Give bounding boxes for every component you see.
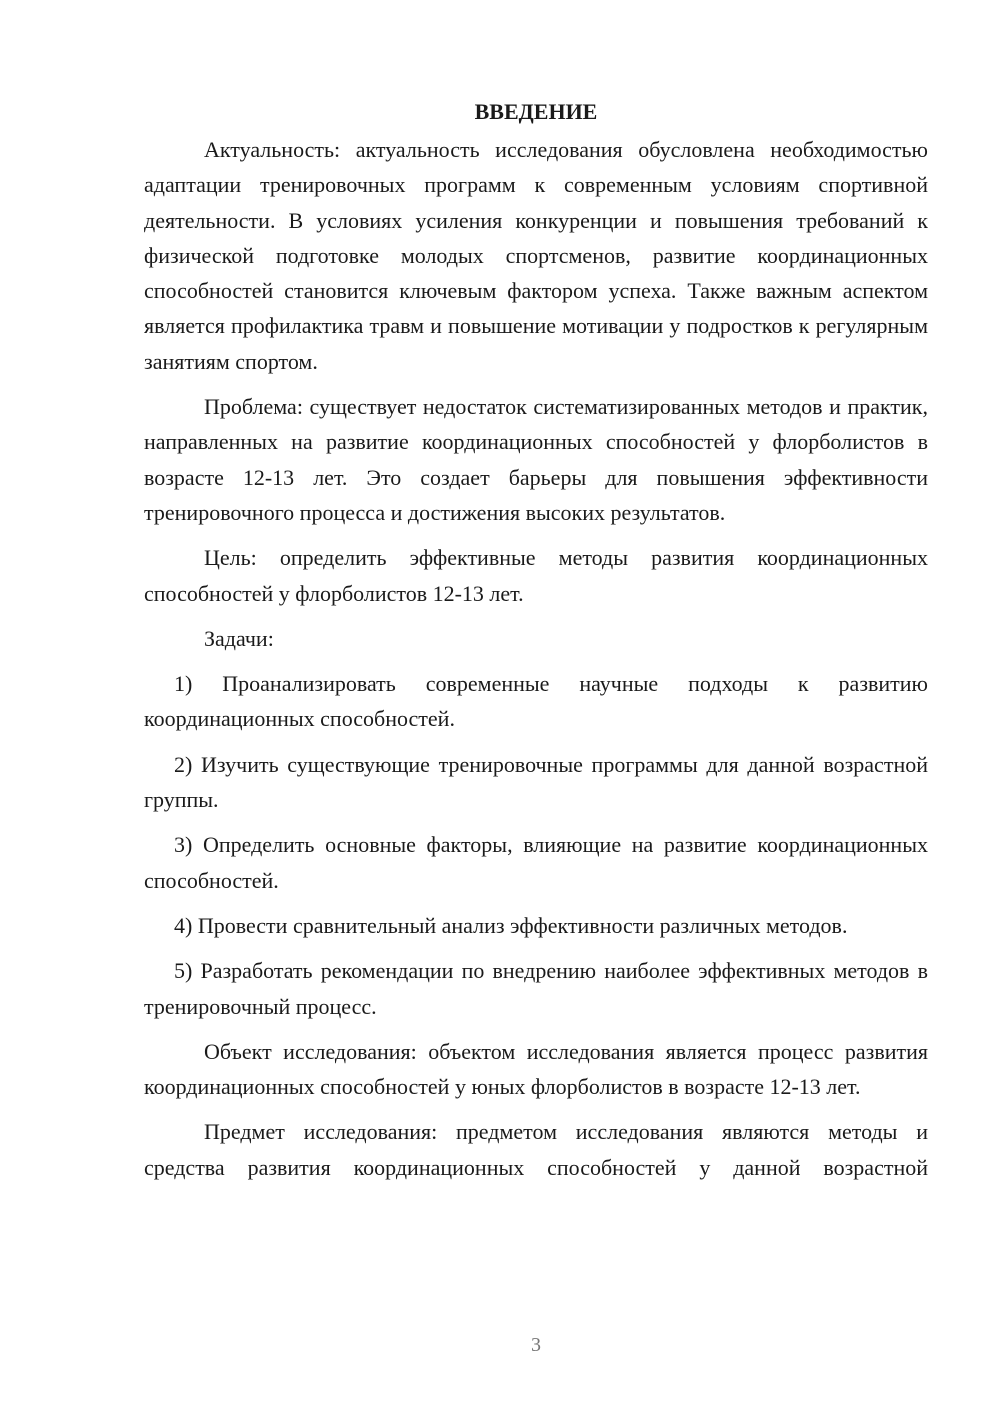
page-content	[144, 94, 928, 1185]
task-item: 2) Изучить существующие тренировочные программы для данной возрастной группы.	[144, 751, 928, 813]
task-item: 5) Разработать рекомендации по внедрению наиболее эффективных методов в тренировочный процесс.	[144, 958, 928, 1019]
object-paragraph: Объект исследования: объектом исследования является процесс развития координационных способностей у юных флорболистов в возрасте 12-13 лет.	[144, 1038, 928, 1100]
page-number: 3	[531, 1334, 541, 1356]
section-heading: ВВЕДЕНИЕ	[474, 99, 598, 124]
problem-paragraph: Проблема: существует недостаток систематизированных методов и практик, направленных на развитие координационных способностей у флорболистов в возрасте 12-13 лет. Это создает барьеры для повышения эффективности тренировочного процесса и достижения высоких результатов.	[144, 394, 928, 525]
subject-paragraph: Предмет исследования: предметом исследования являются методы и средства развития координационных способностей у данной возрастной	[144, 1119, 928, 1180]
task-item: 3) Определить основные факторы, влияющие на развитие координационных способностей.	[144, 832, 928, 893]
relevance-paragraph: Актуальность: актуальность исследования обусловлена необходимостью адаптации тренировочных программ к современным условиям спортивной деятельности. В условиях усиления конкуренции и повышения требований к физической подготовке молодых спортсменов, развитие координационных способностей становится ключевым фактором успеха. Также важным аспектом является профилактика травм и повышение мотивации у подростков к регулярным занятиям спортом.	[144, 137, 928, 374]
tasks-label: Задачи:	[204, 625, 274, 651]
task-item: 4) Провести сравнительный анализ эффективности различных методов.	[174, 912, 848, 938]
goal-paragraph: Цель: определить эффективные методы развития координационных способностей у флорболистов 12-13 лет.	[144, 545, 928, 606]
task-item: 1) Проанализировать современные научные подходы к развитию координационных способностей.	[144, 671, 928, 732]
